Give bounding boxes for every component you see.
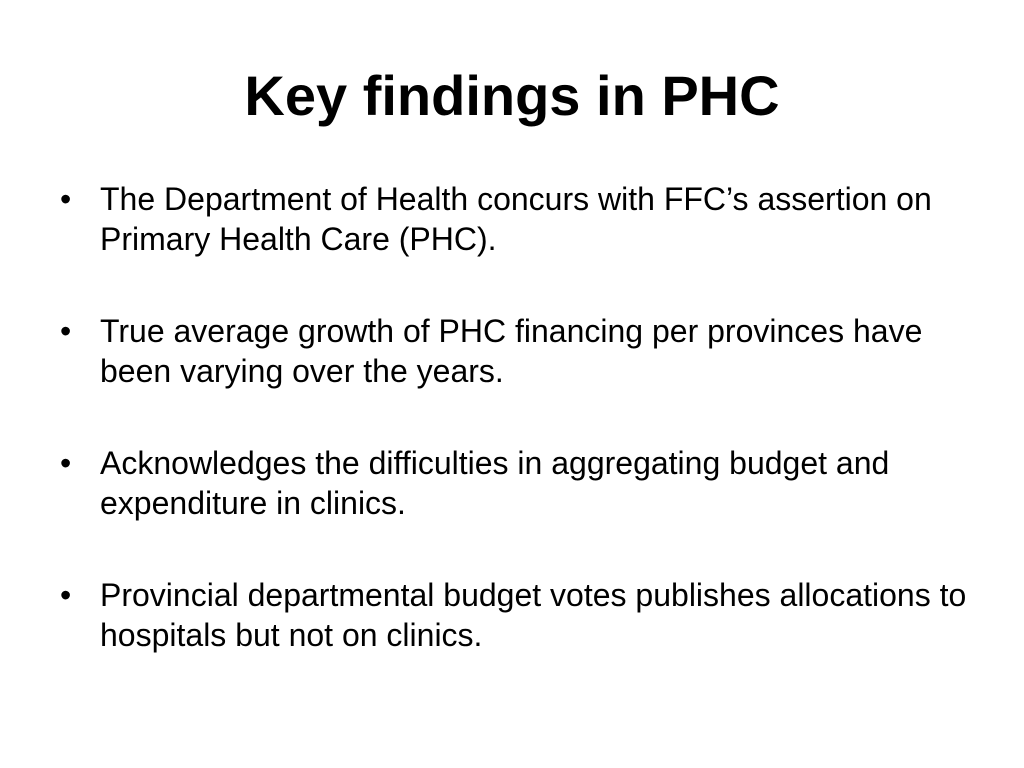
bullet-marker-icon: • <box>60 313 72 349</box>
slide-title: Key findings in PHC <box>244 64 780 127</box>
bullet-text: True average growth of PHC financing per provinces have been varying over the years. <box>100 313 923 389</box>
bullet-item-3 <box>56 443 976 523</box>
bullet-marker-icon: • <box>60 577 72 613</box>
bullet-text: Provincial departmental budget votes publishes allocations to hospitals but not on clinics. <box>100 577 967 653</box>
bullet-text: The Department of Health concurs with FFC’s assertion on Primary Health Care (PHC). <box>100 181 932 257</box>
bullet-marker-icon: • <box>60 181 72 217</box>
bullet-item-2 <box>56 311 976 391</box>
bullet-text: Acknowledges the difficulties in aggregating budget and expenditure in clinics. <box>100 445 890 521</box>
bullet-list <box>56 179 976 707</box>
bullet-item-1 <box>56 179 976 259</box>
bullet-item-4 <box>56 575 976 655</box>
bullet-marker-icon: • <box>60 445 72 481</box>
